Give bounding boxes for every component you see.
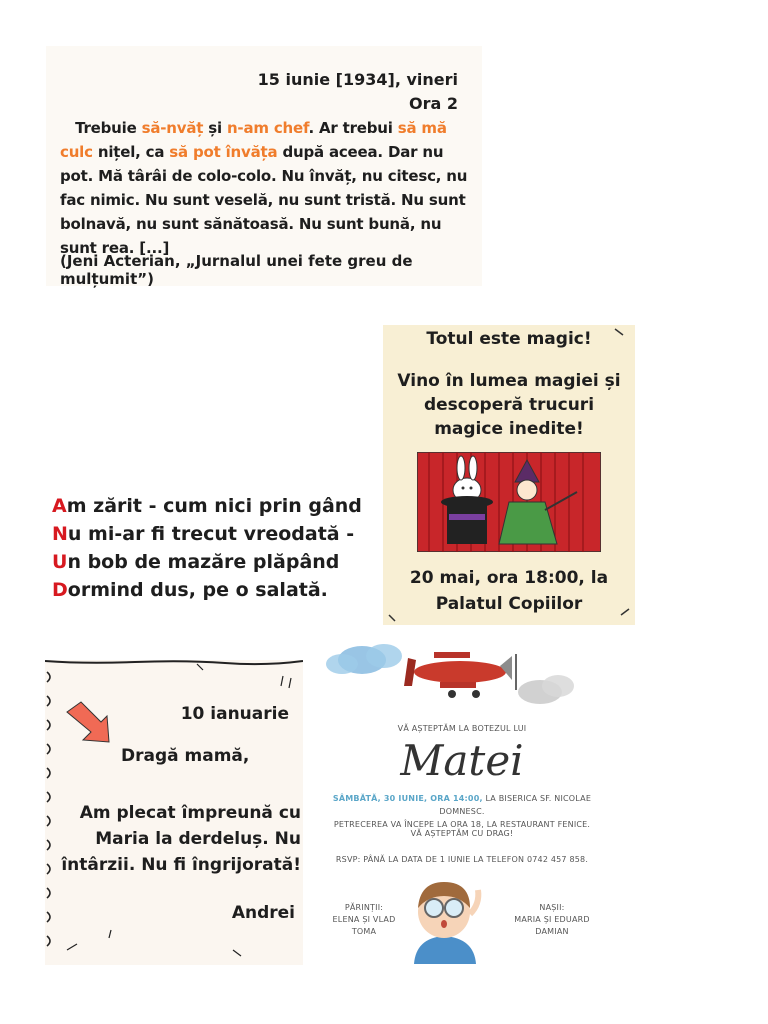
letter-message: Am plecat împreună cu Maria la derdeluș. Nu întârzii. Nu fi îngrijorată! — [61, 803, 301, 875]
journal-body: Trebuie să-nvăț și n-am chef. Ar trebui să mă culc nițel, ca să pot învăța după aceea. Dar nu pot. Mă târâi de colo-colo. Nu învăț, nu citesc, nu fac nimic. Nu sunt veselă, nu sunt tristă. Nu sunt bolnavă, nu sunt sănătoasă. Nu sunt bună, nu sunt rea. [...] — [60, 119, 468, 257]
poster-date-place: 20 mai, ora 18:00, la Palatul Copiilor — [409, 568, 609, 614]
arrow-icon — [67, 702, 109, 742]
baptism-invitation — [312, 636, 612, 966]
poster-title: Totul este magic! — [426, 329, 592, 349]
airplane-scene — [312, 636, 612, 716]
invite-date-time: SÂMBĂTĂ, 30 IUNIE, ORA 14:00, — [332, 794, 483, 803]
poem-line-4: Dormind dus, pe o salată. — [52, 579, 328, 601]
invite-welcome: VĂ AȘTEPTĂM CU DRAG! — [410, 829, 514, 838]
aviator-child-icon — [404, 874, 488, 966]
highlight: să-nvăț — [141, 119, 204, 137]
invite-details: SÂMBĂTĂ, 30 IUNIE, ORA 14:00, LA BISERICA SF. NICOLAE DOMNESC. PETRECEREA VA ÎNCEPE LA ORA 18, LA RESTAURANT FENICE. — [332, 794, 592, 829]
invite-godparents: NAȘII: MARIA ȘI EDUARD DAMIAN — [514, 903, 590, 936]
invite-party: PETRECEREA VA ÎNCEPE LA ORA 18, LA RESTAURANT FENICE. — [333, 820, 591, 829]
invite-parents: PĂRINȚII: ELENA ȘI VLAD TOMA — [332, 903, 396, 936]
letter-signature: Andrei — [231, 903, 295, 923]
cloud-icon — [326, 644, 402, 674]
journal-date: 15 iunie [1934], vineri Ora 2 — [258, 68, 458, 116]
poem-line-3: Un bob de mazăre plăpând — [52, 551, 340, 573]
child-name: Matei — [400, 736, 524, 785]
poem-line-1: Am zărit - cum nici prin gând — [52, 495, 362, 517]
letter-date: 10 ianuarie — [180, 704, 289, 724]
letter-note — [45, 660, 303, 965]
journal-citation: (Jeni Acterian, „Jurnalul unei fete greu de mulțumit”) — [60, 252, 413, 288]
journal-card — [46, 46, 482, 286]
poem-line-2: Nu mi-ar fi trecut vreodată - — [52, 523, 355, 545]
cloud-icon — [518, 675, 574, 704]
acrostic-poem — [52, 492, 374, 604]
invite-intro: VĂ AȘTEPTĂM LA BOTEZUL LUI — [397, 724, 527, 733]
journal-time: Ora 2 — [409, 94, 458, 113]
airplane-icon — [404, 652, 516, 698]
highlight: n-am chef — [226, 119, 309, 137]
magic-stage-illustration — [417, 452, 601, 552]
magic-poster — [383, 325, 635, 625]
highlight: să pot învăța — [169, 143, 278, 161]
highlight: să mă culc — [60, 119, 447, 161]
poster-invitation: Vino în lumea magiei și descoperă trucuri magice inedite! — [397, 371, 621, 439]
invite-rsvp: RSVP: PÂNĂ LA DATA DE 1 IUNIE LA TELEFON 0742 457 858. — [335, 855, 589, 864]
letter-greeting: Dragă mamă, — [121, 746, 250, 766]
